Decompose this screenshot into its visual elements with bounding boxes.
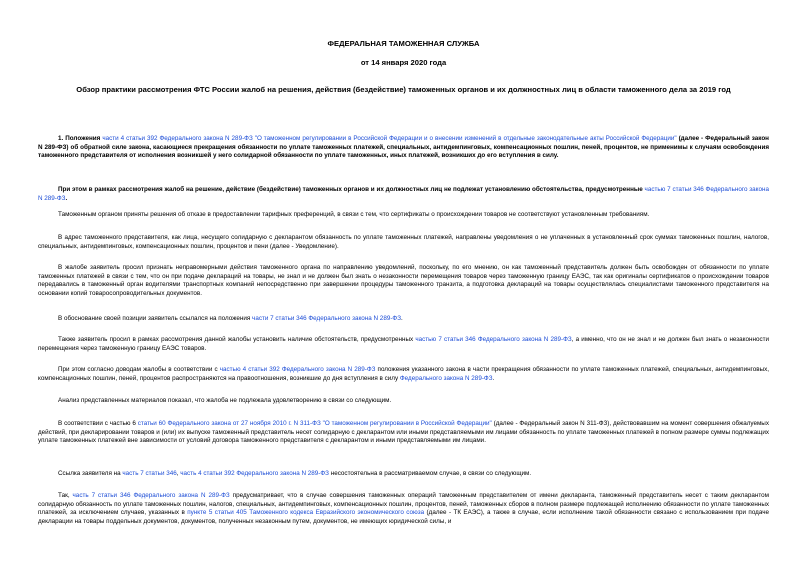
paragraph-4: В адрес таможенного представителя, как лица, несущего солидарную с декларантом обязанность по уплате таможенных платежей, направлены уведомления о не уплаченных в установленный срок суммах таможенных пошлин, налогов, специальных, антидемпинговых, компенсационных пошлин, процентов и пени (далее - Уведомление). xyxy=(38,234,769,250)
law-link[interactable]: частью 7 статьи 346 Федерального закона N 289-ФЗ xyxy=(38,186,769,202)
paragraph-12-text-c: (далее - ТК ЕАЭС), а также в случае, если исполнение такой обязанности связано с использованием при подаче декларации на товары поддельных документов, документов, полученных незаконным путем, документов, не имеющих юридической силы, и xyxy=(38,509,770,525)
paragraph-12-text-b: предусматривает, что в случае совершения таможенных операций таможенным представителем от имени декларанта, таможенный представитель несет с таким декларантом солидарную обязанность по уплате таможенных пошлин, налогов, специальных, антидемпинговых, компенсационных пошлин, процентов, пеней, таможенных сборов в полном размере подлежащей исполнению обязанности по уплате таможенных платежей, за исключением случаев, указанных в xyxy=(38,492,769,516)
law-link[interactable]: части 7 статьи 346 Федерального закона N 289-ФЗ xyxy=(252,315,402,322)
paragraph-2 xyxy=(38,186,769,203)
law-link[interactable]: часть 7 статьи 346 xyxy=(122,470,177,477)
paragraph-10 xyxy=(38,420,769,446)
paragraph-7 xyxy=(38,336,769,353)
law-link[interactable]: Федерального закона N 289-ФЗ xyxy=(399,374,493,382)
law-link[interactable]: пункте 5 статьи 405 Таможенного кодекса Евразийского экономического союза xyxy=(187,509,425,516)
paragraph-2-text-b: . xyxy=(65,194,68,202)
paragraph-5: В жалобе заявитель просил признать неправомерными действия таможенного органа по направлению уведомлений, поскольку, по его мнению, он как таможенный представитель должен быть освобожден от обязанности по уплате таможенных платежей в связи с тем, что он при подаче деклараций на товары, не знал и не должен был знать о незаконности перемещения товаров через таможенную границу ЕАЭС, так как оригиналы сертификатов о происхождении товаров передавались в таможенный орган водителями транспортных компаний непосредственно при завершении процедуры таможенного транзита, а подготовка деклараций на товары осуществлялась специалистами таможенного представителя на основании копий товаросопроводительных документов. xyxy=(38,264,769,297)
paragraph-1 xyxy=(38,135,769,161)
law-link[interactable]: части 4 статьи 392 Федерального закона N 289-ФЗ "О таможенном регулировании в Российской Федерации и о внесении изменений в отдельные законодательные акты Российской Федерации" xyxy=(102,135,677,142)
paragraph-11-text-b: , xyxy=(176,470,181,477)
law-link[interactable]: статьи 60 Федерального закона от 27 ноября 2010 г. N 311-ФЗ "О таможенном регулировании в Российской Федерации" xyxy=(137,420,492,427)
law-link[interactable]: часть 7 статьи 346 Федерального закона N 289-ФЗ xyxy=(72,492,230,499)
paragraph-10-text-b: (далее - Федеральный закон N 311-ФЗ), действовавшим на момент совершения обжалуемых действий, при декларировании товаров и (или) их выпуске таможенный представитель несет солидарную с декларантом или иными представляемыми им лицами обязанность по уплате таможенных платежей в полном размере суммы подлежащих уплате таможенных платежей вне зависимости от условий договора таможенного представителя с декларантом и иными представляемыми им лицами. xyxy=(38,420,769,444)
paragraph-1-text-a: 1. Положения xyxy=(58,135,103,142)
law-link[interactable]: частью 7 статьи 346 Федерального закона N 289-ФЗ xyxy=(415,336,572,343)
paragraph-7-text-b: , а именно, что он не знал и не должен был знать о незаконности перемещения через таможенную границу ЕАЭС товаров. xyxy=(38,336,770,352)
paragraph-10-text-a: В соответствии с частью 6 xyxy=(58,420,138,427)
paragraph-11-text-c: несостоятельна в рассматриваемом случае, в связи со следующим. xyxy=(328,470,532,477)
paragraph-11-text-a: Ссылка заявителя на xyxy=(58,470,123,477)
paragraph-6-text-a: В обоснование своей позиции заявитель ссылался на положения xyxy=(58,315,253,322)
document-title: Обзор практики рассмотрения ФТС России жалоб на решения, действия (бездействие) таможенных органов и их должностных лиц в области таможенного дела за 2019 год xyxy=(76,85,731,94)
paragraph-2-text-a: При этом в рамках рассмотрения жалоб на решение, действие (бездействие) таможенных органов и их должностных лиц не подлежат установлению обстоятельства, предусмотренные xyxy=(58,186,645,193)
law-link[interactable]: часть 4 статьи 392 Федерального закона N 289-ФЗ xyxy=(180,470,329,477)
paragraph-8-text-c: . xyxy=(492,374,495,382)
paragraph-8-text-a: При этом согласно доводам жалобы в соответствии с xyxy=(58,366,220,373)
paragraph-1-text-b: (далее - Федеральный закон N 289-ФЗ) об обратной силе закона, касающиеся прекращения обязанности по уплате таможенных платежей, специальных, антидемпинговых, компенсационных пошлин, пеней, процентов, не применимы к случаям освобождения таможенного представителя от исполнения возникшей у него солидарной обязанности по уплате таможенных, иных платежей, возникших до его вступления в силу. xyxy=(38,135,769,159)
paragraph-11 xyxy=(38,470,769,479)
law-link[interactable]: частью 4 статьи 392 Федерального закона N 289-ФЗ xyxy=(219,366,376,373)
paragraph-9: Анализ представленных материалов показал, что жалоба не подлежала удовлетворению в связи со следующим. xyxy=(58,397,392,404)
document-date: от 14 января 2020 года xyxy=(360,58,447,67)
paragraph-6 xyxy=(38,315,769,324)
paragraph-7-text-a: Также заявитель просил в рамках рассмотрения данной жалобы установить наличие обстоятельств, предусмотренных xyxy=(58,336,416,343)
paragraph-8-text-b: положения указанного закона в части прекращения обязанности по уплате таможенных платежей, специальных, антидемпинговых, компенсационных пошлин, пеней, процентов распространяются на правоотношения, возникшие до дня вступления в силу xyxy=(38,366,769,382)
paragraph-3: Таможенным органом приняты решения об отказе в предоставлении тарифных преференций, в связи с тем, что сертификаты о происхождении товаров не соответствуют установленным требованиям. xyxy=(58,211,650,218)
paragraph-8 xyxy=(38,366,769,383)
agency-name: ФЕДЕРАЛЬНАЯ ТАМОЖЕННАЯ СЛУЖБА xyxy=(327,39,480,48)
paragraph-12 xyxy=(38,492,769,526)
paragraph-6-text-b: . xyxy=(401,315,403,322)
paragraph-12-text-a: Так, xyxy=(58,492,73,499)
